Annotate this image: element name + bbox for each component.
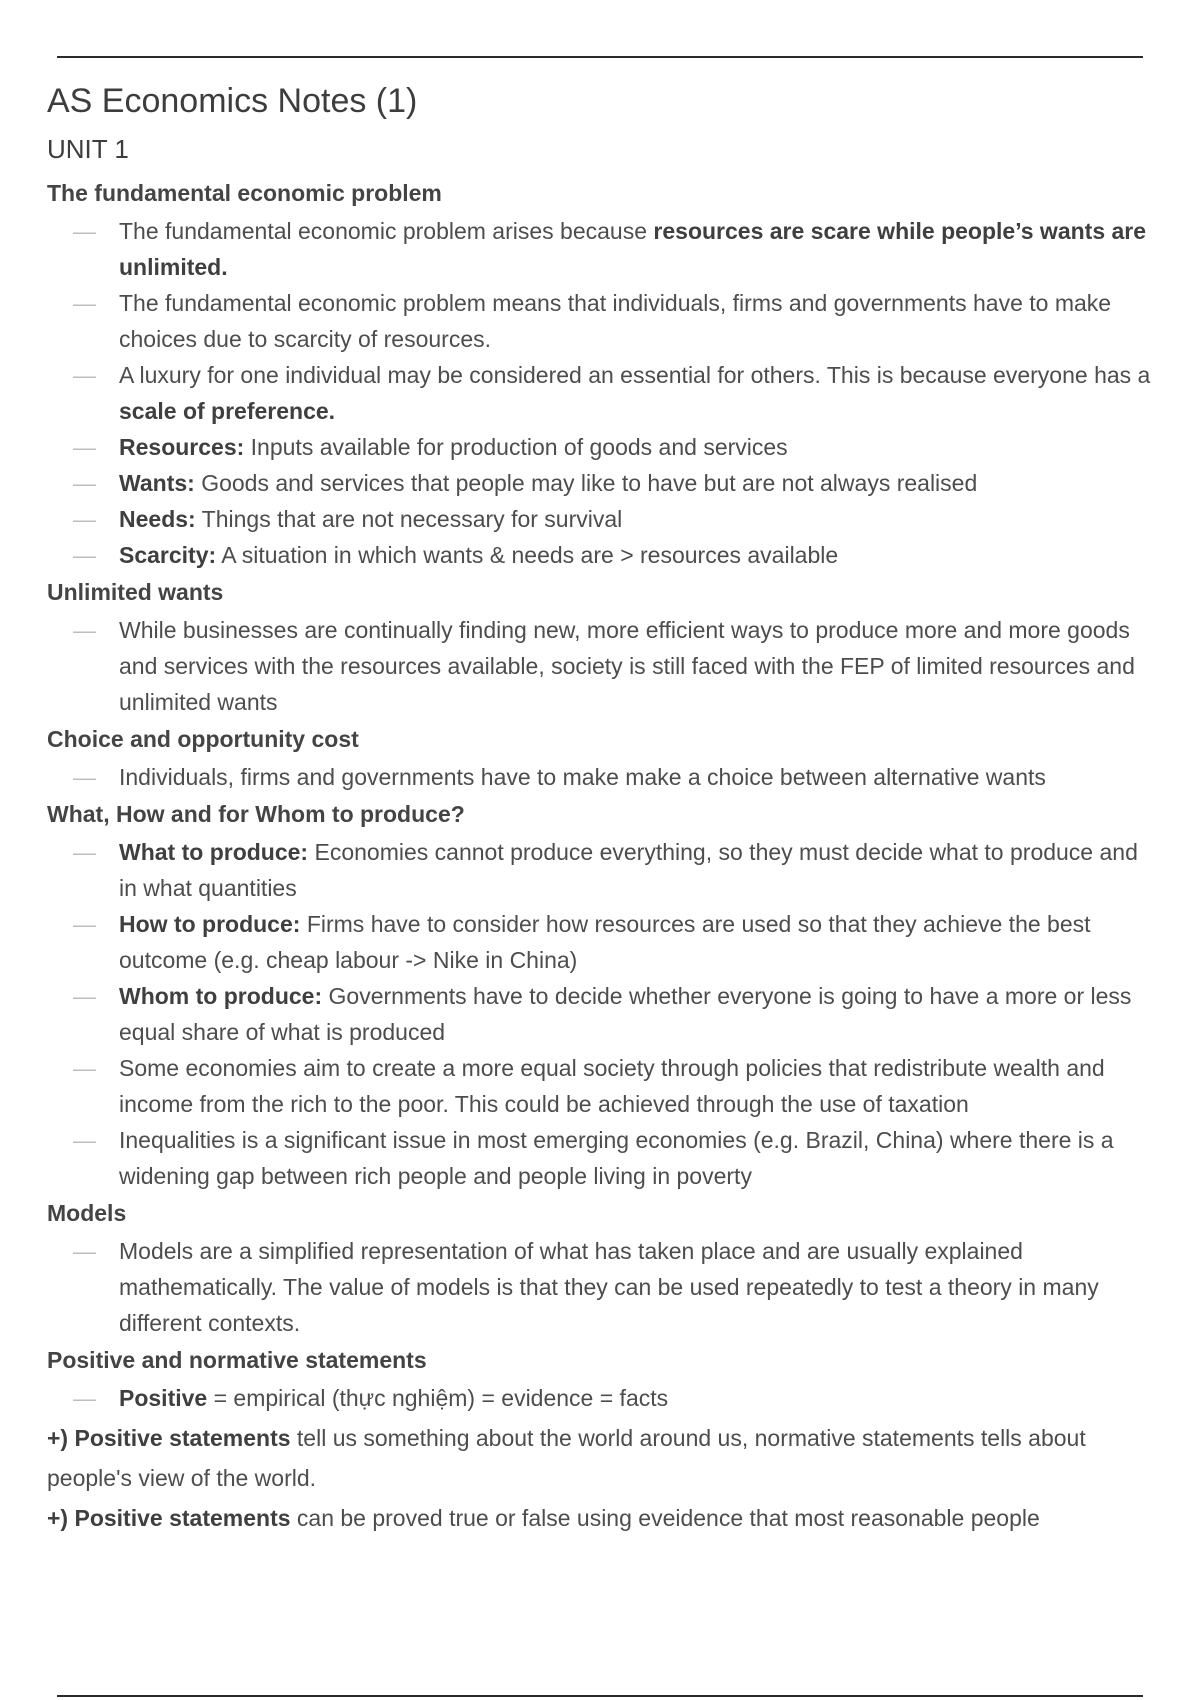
item-text-tail: Governments have to decide whether everyone is going to have a more or less equal share of what is produced	[119, 983, 1132, 1045]
list-item	[47, 906, 1157, 978]
list-item	[47, 834, 1157, 906]
item-text-tail: Firms have to consider how resources are used so that they achieve the best outcome (e.g. cheap labour -> Nike in China)	[119, 911, 1091, 973]
item-text: The fundamental economic problem means that individuals, firms and governments have to make choices due to scarcity of resources.	[119, 290, 1112, 352]
list-item	[47, 429, 1157, 465]
item-text-tail: Goods and services that people may like to have but are not always realised	[194, 470, 978, 496]
item-text: Individuals, firms and governments have to make make a choice between alternative wants	[119, 764, 1046, 790]
list-item	[47, 1233, 1157, 1341]
item-bold-text: Wants:	[119, 470, 195, 496]
list-item	[47, 357, 1157, 429]
item-text-tail: A situation in which wants & needs are > resources available	[216, 542, 839, 568]
dash-bullet-icon: —	[73, 1238, 96, 1264]
item-text-tail: Economies cannot produce everything, so they must decide what to produce and in what quantities	[119, 839, 1138, 901]
sections-container	[47, 176, 1157, 1416]
list-item	[47, 978, 1157, 1050]
item-bold-text: Scarcity:	[119, 542, 217, 568]
item-text-tail: Inputs available for production of goods and services	[244, 434, 788, 460]
plus-marker: +)	[47, 1505, 75, 1531]
item-text: Models are a simplified representation of what has taken place and are usually explained mathematically. The value of models is that they can be used repeatedly to test a theory in many different contexts.	[119, 1238, 1099, 1336]
plus-lines-container	[47, 1418, 1157, 1538]
item-text: A luxury for one individual may be considered an essential for others. This is because everyone has a	[119, 362, 1151, 388]
bullet-list	[47, 1233, 1157, 1341]
item-text-tail: = empirical (thực nghiệm) = evidence = facts	[207, 1385, 669, 1411]
list-item	[47, 1050, 1157, 1122]
plus-text: can be proved true or false using eveidence that most reasonable people	[290, 1505, 1040, 1531]
plus-bold-text: Positive statements	[74, 1505, 291, 1531]
unit-heading: UNIT 1	[47, 134, 129, 164]
section-heading: Unlimited wants	[47, 579, 224, 605]
bullet-list	[47, 612, 1157, 720]
list-item	[47, 213, 1157, 285]
plus-marker: +)	[47, 1425, 75, 1451]
document-body	[47, 78, 1157, 1538]
dash-bullet-icon: —	[73, 362, 96, 388]
dash-bullet-icon: —	[73, 218, 96, 244]
dash-bullet-icon: —	[73, 1385, 96, 1411]
item-text: Some economies aim to create a more equal society through policies that redistribute wealth and income from the rich to the poor. This could be achieved through the use of taxation	[119, 1055, 1105, 1117]
list-item	[47, 1122, 1157, 1194]
section-heading: The fundamental economic problem	[47, 180, 442, 206]
list-item	[47, 285, 1157, 357]
dash-bullet-icon: —	[73, 911, 96, 937]
list-item	[47, 612, 1157, 720]
item-bold-text: resources are scare while people’s wants are unlimited.	[119, 218, 1147, 280]
dash-bullet-icon: —	[73, 290, 96, 316]
item-text-tail: Things that are not necessary for survival	[195, 506, 623, 532]
item-bold-text: How to produce:	[119, 911, 301, 937]
item-text: Inequalities is a significant issue in most emerging economies (e.g. Brazil, China) where there is a widening gap between rich people and people living in poverty	[119, 1127, 1114, 1189]
bullet-list	[47, 759, 1157, 795]
plus-text: tell us something about the world around us, normative statements tells about people's view of the world.	[47, 1425, 1086, 1491]
section-heading: Choice and opportunity cost	[47, 726, 359, 752]
dash-bullet-icon: —	[73, 1127, 96, 1153]
item-bold-text: Needs:	[119, 506, 196, 532]
bullet-list	[47, 213, 1157, 573]
item-bold-text: Resources:	[119, 434, 245, 460]
bottom-rule	[57, 1695, 1143, 1697]
dash-bullet-icon: —	[73, 617, 96, 643]
document-title: AS Economics Notes (1)	[47, 82, 418, 120]
dash-bullet-icon: —	[73, 434, 96, 460]
item-bold-text: Whom to produce:	[119, 983, 323, 1009]
list-item	[47, 501, 1157, 537]
item-bold-text: What to produce:	[119, 839, 309, 865]
list-item	[47, 1380, 1157, 1416]
plus-bold-text: Positive statements	[74, 1425, 291, 1451]
top-rule	[57, 56, 1143, 58]
list-item	[47, 465, 1157, 501]
dash-bullet-icon: —	[73, 1055, 96, 1081]
section-heading: Models	[47, 1200, 127, 1226]
dash-bullet-icon: —	[73, 470, 96, 496]
bullet-list	[47, 1380, 1157, 1416]
list-item	[47, 759, 1157, 795]
plus-statement	[47, 1498, 1157, 1538]
item-bold-text: Positive	[119, 1385, 208, 1411]
dash-bullet-icon: —	[73, 764, 96, 790]
item-text: While businesses are continually finding new, more efficient ways to produce more and more goods and services with the resources available, society is still faced with the FEP of limited resources and unlimited wants	[119, 617, 1135, 715]
dash-bullet-icon: —	[73, 983, 96, 1009]
section-heading: Positive and normative statements	[47, 1347, 427, 1373]
list-item	[47, 537, 1157, 573]
section-heading: What, How and for Whom to produce?	[47, 801, 465, 827]
dash-bullet-icon: —	[73, 839, 96, 865]
bullet-list	[47, 834, 1157, 1194]
item-bold-text: scale of preference.	[119, 398, 336, 424]
item-text: The fundamental economic problem arises because	[119, 218, 654, 244]
plus-statement	[47, 1418, 1157, 1498]
dash-bullet-icon: —	[73, 506, 96, 532]
dash-bullet-icon: —	[73, 542, 96, 568]
